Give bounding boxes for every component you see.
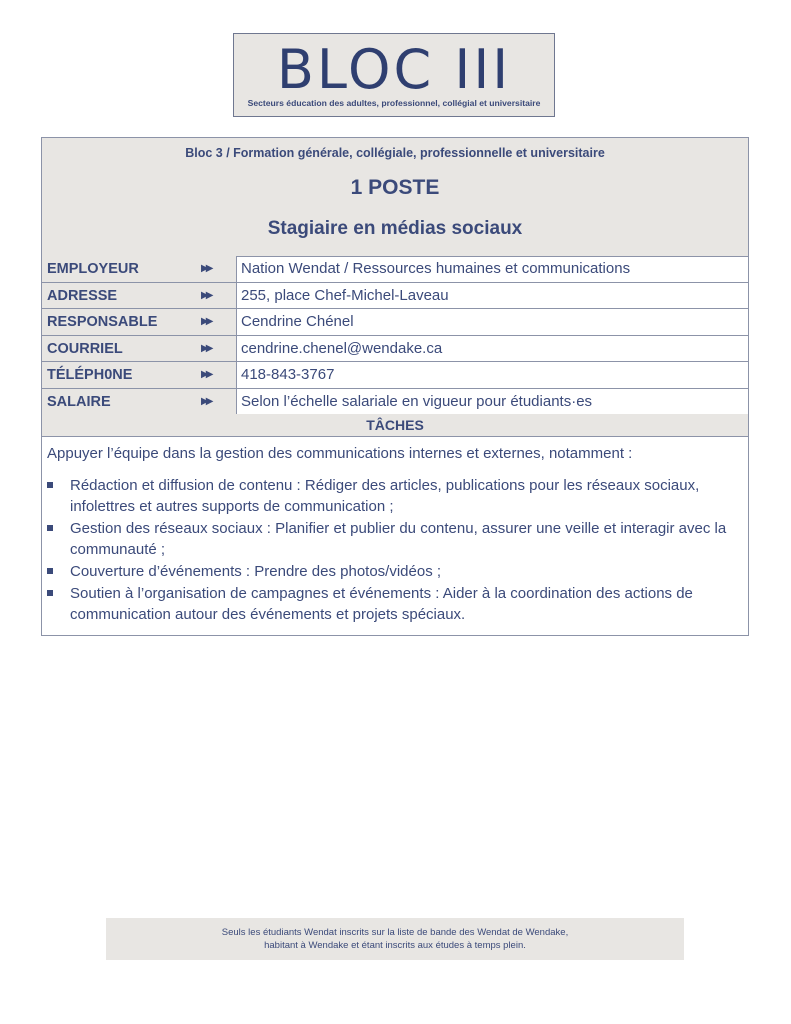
- eligibility-note: [106, 918, 684, 960]
- footer-line-2: habitant à Wendake et étant inscrits aux études à temps plein.: [264, 940, 526, 951]
- info-label: COURRIEL: [42, 336, 198, 362]
- double-arrow-icon: ▶▶: [198, 256, 236, 282]
- tasks-heading: TÂCHES: [42, 414, 748, 437]
- info-label: TÉLÉPH0NE: [42, 362, 198, 388]
- info-label: RESPONSABLE: [42, 309, 198, 335]
- email-link[interactable]: cendrine.chenel@wendake.ca: [236, 336, 748, 362]
- list-item: [42, 561, 748, 582]
- task-list: [42, 475, 748, 626]
- positions-count: 1 POSTE: [350, 176, 440, 199]
- tasks-intro: Appuyer l’équipe dans la gestion des communications internes et externes, notamment :: [47, 445, 633, 462]
- info-row-adresse: [42, 283, 748, 310]
- info-row-courriel: [42, 336, 748, 363]
- job-posting-card: [41, 137, 749, 636]
- double-arrow-icon: ▶▶: [198, 362, 236, 388]
- double-arrow-icon: ▶▶: [198, 283, 236, 309]
- info-row-employeur: [42, 256, 748, 283]
- square-bullet-icon: [47, 482, 53, 488]
- task-text: Gestion des réseaux sociaux : Planifier et publier du contenu, assurer une veille et interagir avec la communauté ;: [70, 520, 727, 558]
- info-value: 418-843-3767: [236, 362, 748, 388]
- info-row-telephone: [42, 362, 748, 389]
- square-bullet-icon: [47, 568, 53, 574]
- info-value: Selon l’échelle salariale en vigueur pour étudiants·es: [236, 389, 748, 415]
- info-row-responsable: [42, 309, 748, 336]
- logo-subtitle: Secteurs éducation des adultes, professionnel, collégial et universitaire: [247, 98, 541, 108]
- double-arrow-icon: ▶▶: [198, 336, 236, 362]
- info-table: [42, 256, 748, 415]
- bloc-logo: [233, 33, 555, 117]
- info-label: SALAIRE: [42, 389, 198, 415]
- task-text: Rédaction et diffusion de contenu : Rédiger des articles, publications pour les réseaux sociaux, infolettres et autres supports de communication ;: [70, 477, 700, 515]
- square-bullet-icon: [47, 525, 53, 531]
- square-bullet-icon: [47, 590, 53, 596]
- info-value: Cendrine Chénel: [236, 309, 748, 335]
- task-text: Couverture d’événements : Prendre des photos/vidéos ;: [70, 563, 442, 580]
- info-value: 255, place Chef-Michel-Laveau: [236, 283, 748, 309]
- job-title: Stagiaire en médias sociaux: [267, 218, 523, 239]
- list-item: [42, 475, 748, 517]
- logo-title: BLOC III: [276, 38, 512, 101]
- info-label: EMPLOYEUR: [42, 256, 198, 282]
- double-arrow-icon: ▶▶: [198, 309, 236, 335]
- info-label: ADRESSE: [42, 283, 198, 309]
- list-item: [42, 583, 748, 625]
- category-line: Bloc 3 / Formation générale, collégiale, professionnelle et universitaire: [185, 146, 605, 160]
- posting-header: [42, 138, 748, 257]
- info-row-salaire: [42, 389, 748, 416]
- task-text: Soutien à l’organisation de campagnes et événements : Aider à la coordination des actions de communication autour des événements et projets spéciaux.: [70, 585, 693, 623]
- info-value: Nation Wendat / Ressources humaines et communications: [236, 256, 748, 282]
- footer-line-1: Seuls les étudiants Wendat inscrits sur la liste de bande des Wendat de Wendake,: [221, 927, 569, 938]
- double-arrow-icon: ▶▶: [198, 389, 236, 415]
- list-item: [42, 518, 748, 560]
